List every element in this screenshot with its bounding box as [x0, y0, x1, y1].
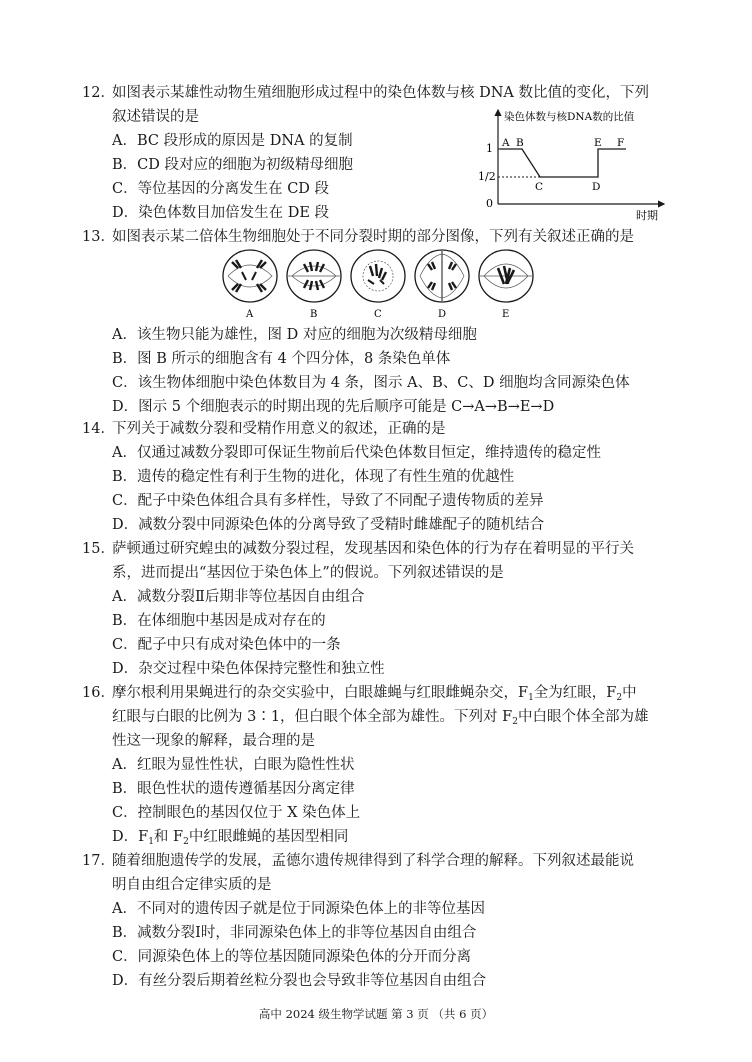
- q12-ratio-graph: [478, 106, 694, 222]
- cell-c-drawing: [351, 250, 405, 302]
- page-footer: 高中 2024 级生物学试题 第 3 页 （共 6 页）: [258, 1007, 494, 1021]
- q13-option-a: A．该生物只能为雄性，图 D 对应的细胞为次级精母细胞: [112, 327, 477, 343]
- q16-option-d-a: D．F: [112, 829, 149, 845]
- graph-ratio-line: [500, 149, 626, 177]
- q12-stem-line1: 如图表示某雄性动物生殖细胞形成过程中的染色体数与核 DNA 数比值的变化，下列: [112, 85, 649, 101]
- q16-sub-f2b: 2: [512, 717, 518, 727]
- graph-point-a: A: [502, 137, 510, 149]
- q12-option-a: A．BC 段形成的原因是 DNA 的复制: [112, 133, 353, 149]
- q12-stem-line2: 叙述错误的是: [112, 109, 199, 125]
- q16-optd-sub1: 1: [148, 837, 154, 847]
- q16-stem-line1-b: 全为红眼，F: [533, 685, 617, 701]
- graph-point-c: C: [535, 181, 544, 193]
- graph-ytick-half: 1/2: [478, 170, 496, 183]
- graph-ytick-0: 0: [486, 197, 493, 210]
- graph-ytick-1: 1: [486, 142, 493, 155]
- graph-point-d: D: [592, 181, 601, 193]
- q17-stem-line2: 明自由组合定律实质的是: [112, 877, 272, 893]
- graph-point-e: E: [594, 137, 602, 149]
- q17-option-b: B．减数分裂Ⅰ时，非同源染色体上的非等位基因自由组合: [112, 925, 477, 941]
- q16-stem-line2-a: 红眼与白眼的比例为 3∶1，但白眼个体全部为雄性。下列对 F: [112, 709, 513, 725]
- q16-option-a: A．红眼为显性性状，白眼为隐性性状: [112, 757, 355, 773]
- q17-option-c: C．同源染色体上的等位基因随同源染色体的分开而分离: [112, 949, 472, 965]
- q16-number: 16．: [82, 685, 115, 701]
- q17-stem-line1: 随着细胞遗传学的发展，孟德尔遗传规律得到了科学合理的解释。下列叙述最能说: [112, 853, 634, 869]
- q17-number: 17．: [82, 853, 115, 869]
- q15-option-a: A．减数分裂Ⅱ后期非等位基因自由组合: [112, 589, 365, 605]
- q14-option-b: B．遗传的稳定性有利于生物的进化，体现了有性生殖的优越性: [112, 469, 515, 485]
- q16-option-d-c: 中红眼雌蝇的基因型相同: [188, 829, 349, 845]
- q15-stem-line2: 系，进而提出“基因位于染色体上”的假说。下列叙述错误的是: [112, 565, 504, 581]
- q14-stem: 下列关于减数分裂和受精作用意义的叙述，正确的是: [112, 421, 446, 437]
- q16-stem-line3: 性这一现象的解释，最合理的是: [112, 733, 315, 749]
- q16-sub-f2: 2: [616, 693, 623, 703]
- q13-cell-images: [218, 246, 538, 320]
- q12-option-d: D．染色体数目加倍发生在 DE 段: [112, 205, 330, 221]
- q15-option-b: B．在体细胞中基因是成对存在的: [112, 613, 326, 629]
- cell-e-drawing: [479, 250, 533, 302]
- q17-option-d: D．有丝分裂后期着丝粒分裂也会导致非等位基因自由组合: [112, 973, 487, 989]
- cell-label-e: E: [502, 309, 510, 320]
- graph-point-b: B: [516, 137, 524, 149]
- q16-option-d-b: 和 F: [153, 829, 184, 845]
- q14-option-d: D．减数分裂中同源染色体的分离导致了受精时雌雄配子的随机结合: [112, 517, 545, 533]
- cell-label-c: C: [374, 309, 382, 320]
- q12-option-b: B．CD 段对应的细胞为初级精母细胞: [112, 157, 353, 173]
- cell-d-drawing: [415, 250, 469, 302]
- q13-option-d: D．图示 5 个细胞表示的时期出现的先后顺序可能是 C→A→B→E→D: [112, 399, 555, 415]
- q16-optd-sub2: 2: [183, 837, 189, 847]
- q15-option-d: D．杂交过程中染色体保持完整性和独立性: [112, 661, 385, 677]
- q16-stem-line1-c: 中: [622, 685, 637, 701]
- cell-b-drawing: [287, 250, 341, 302]
- q16-option-c: C．控制眼色的基因仅位于 X 染色体上: [112, 805, 361, 821]
- q13-option-b: B．图 B 所示的细胞含有 4 个四分体，8 条染色单体: [112, 351, 451, 367]
- q16-sub-f1: 1: [528, 693, 534, 703]
- q12-number: 12．: [82, 85, 115, 101]
- q13-option-c: C．该生物体细胞中染色体数目为 4 条，图示 A、B、C、D 细胞均含同源染色体: [112, 375, 630, 391]
- q16-option-d: [112, 828, 348, 846]
- q12-option-c: C．等位基因的分离发生在 CD 段: [112, 181, 330, 197]
- graph-xlabel: 时期: [636, 209, 658, 222]
- q13-stem: 如图表示某二倍体生物细胞处于不同分裂时期的部分图像，下列有关叙述正确的是: [112, 229, 634, 245]
- q14-option-c: C．配子中染色体组合具有多样性，导致了不同配子遗传物质的差异: [112, 493, 544, 509]
- q13-number: 13．: [82, 229, 115, 245]
- graph-point-f: F: [617, 137, 625, 149]
- q16-stem-line2-b: 中白眼个体全部为雄: [517, 709, 649, 725]
- q14-option-a: A．仅通过减数分裂即可保证生物前后代染色体数目恒定，维持遗传的稳定性: [112, 445, 601, 461]
- cell-a-drawing: [223, 250, 277, 302]
- graph-ylabel: 染色体数与核DNA数的比值: [504, 111, 635, 123]
- q17-option-a: A．不同对的遗传因子就是位于同源染色体上的非等位基因: [112, 901, 485, 917]
- cell-label-d: D: [438, 309, 447, 320]
- q16-option-b: B．眼色性状的遗传遵循基因分离定律: [112, 781, 355, 797]
- q16-stem-line1-a: 摩尔根利用果蝇进行的杂交实验中，白眼雄蝇与红眼雌蝇杂交，F: [112, 685, 529, 701]
- cell-label-b: B: [310, 309, 318, 320]
- q14-number: 14．: [82, 421, 115, 437]
- q16-stem-line1: [112, 684, 637, 702]
- cell-label-a: A: [246, 309, 254, 320]
- q15-option-c: C．配子中只有成对染色体中的一条: [112, 637, 341, 653]
- q15-stem-line1: 萨顿通过研究蝗虫的减数分裂过程，发现基因和染色体的行为存在着明显的平行关: [112, 541, 634, 557]
- q15-number: 15．: [82, 541, 115, 557]
- q16-stem-line2: [112, 708, 648, 726]
